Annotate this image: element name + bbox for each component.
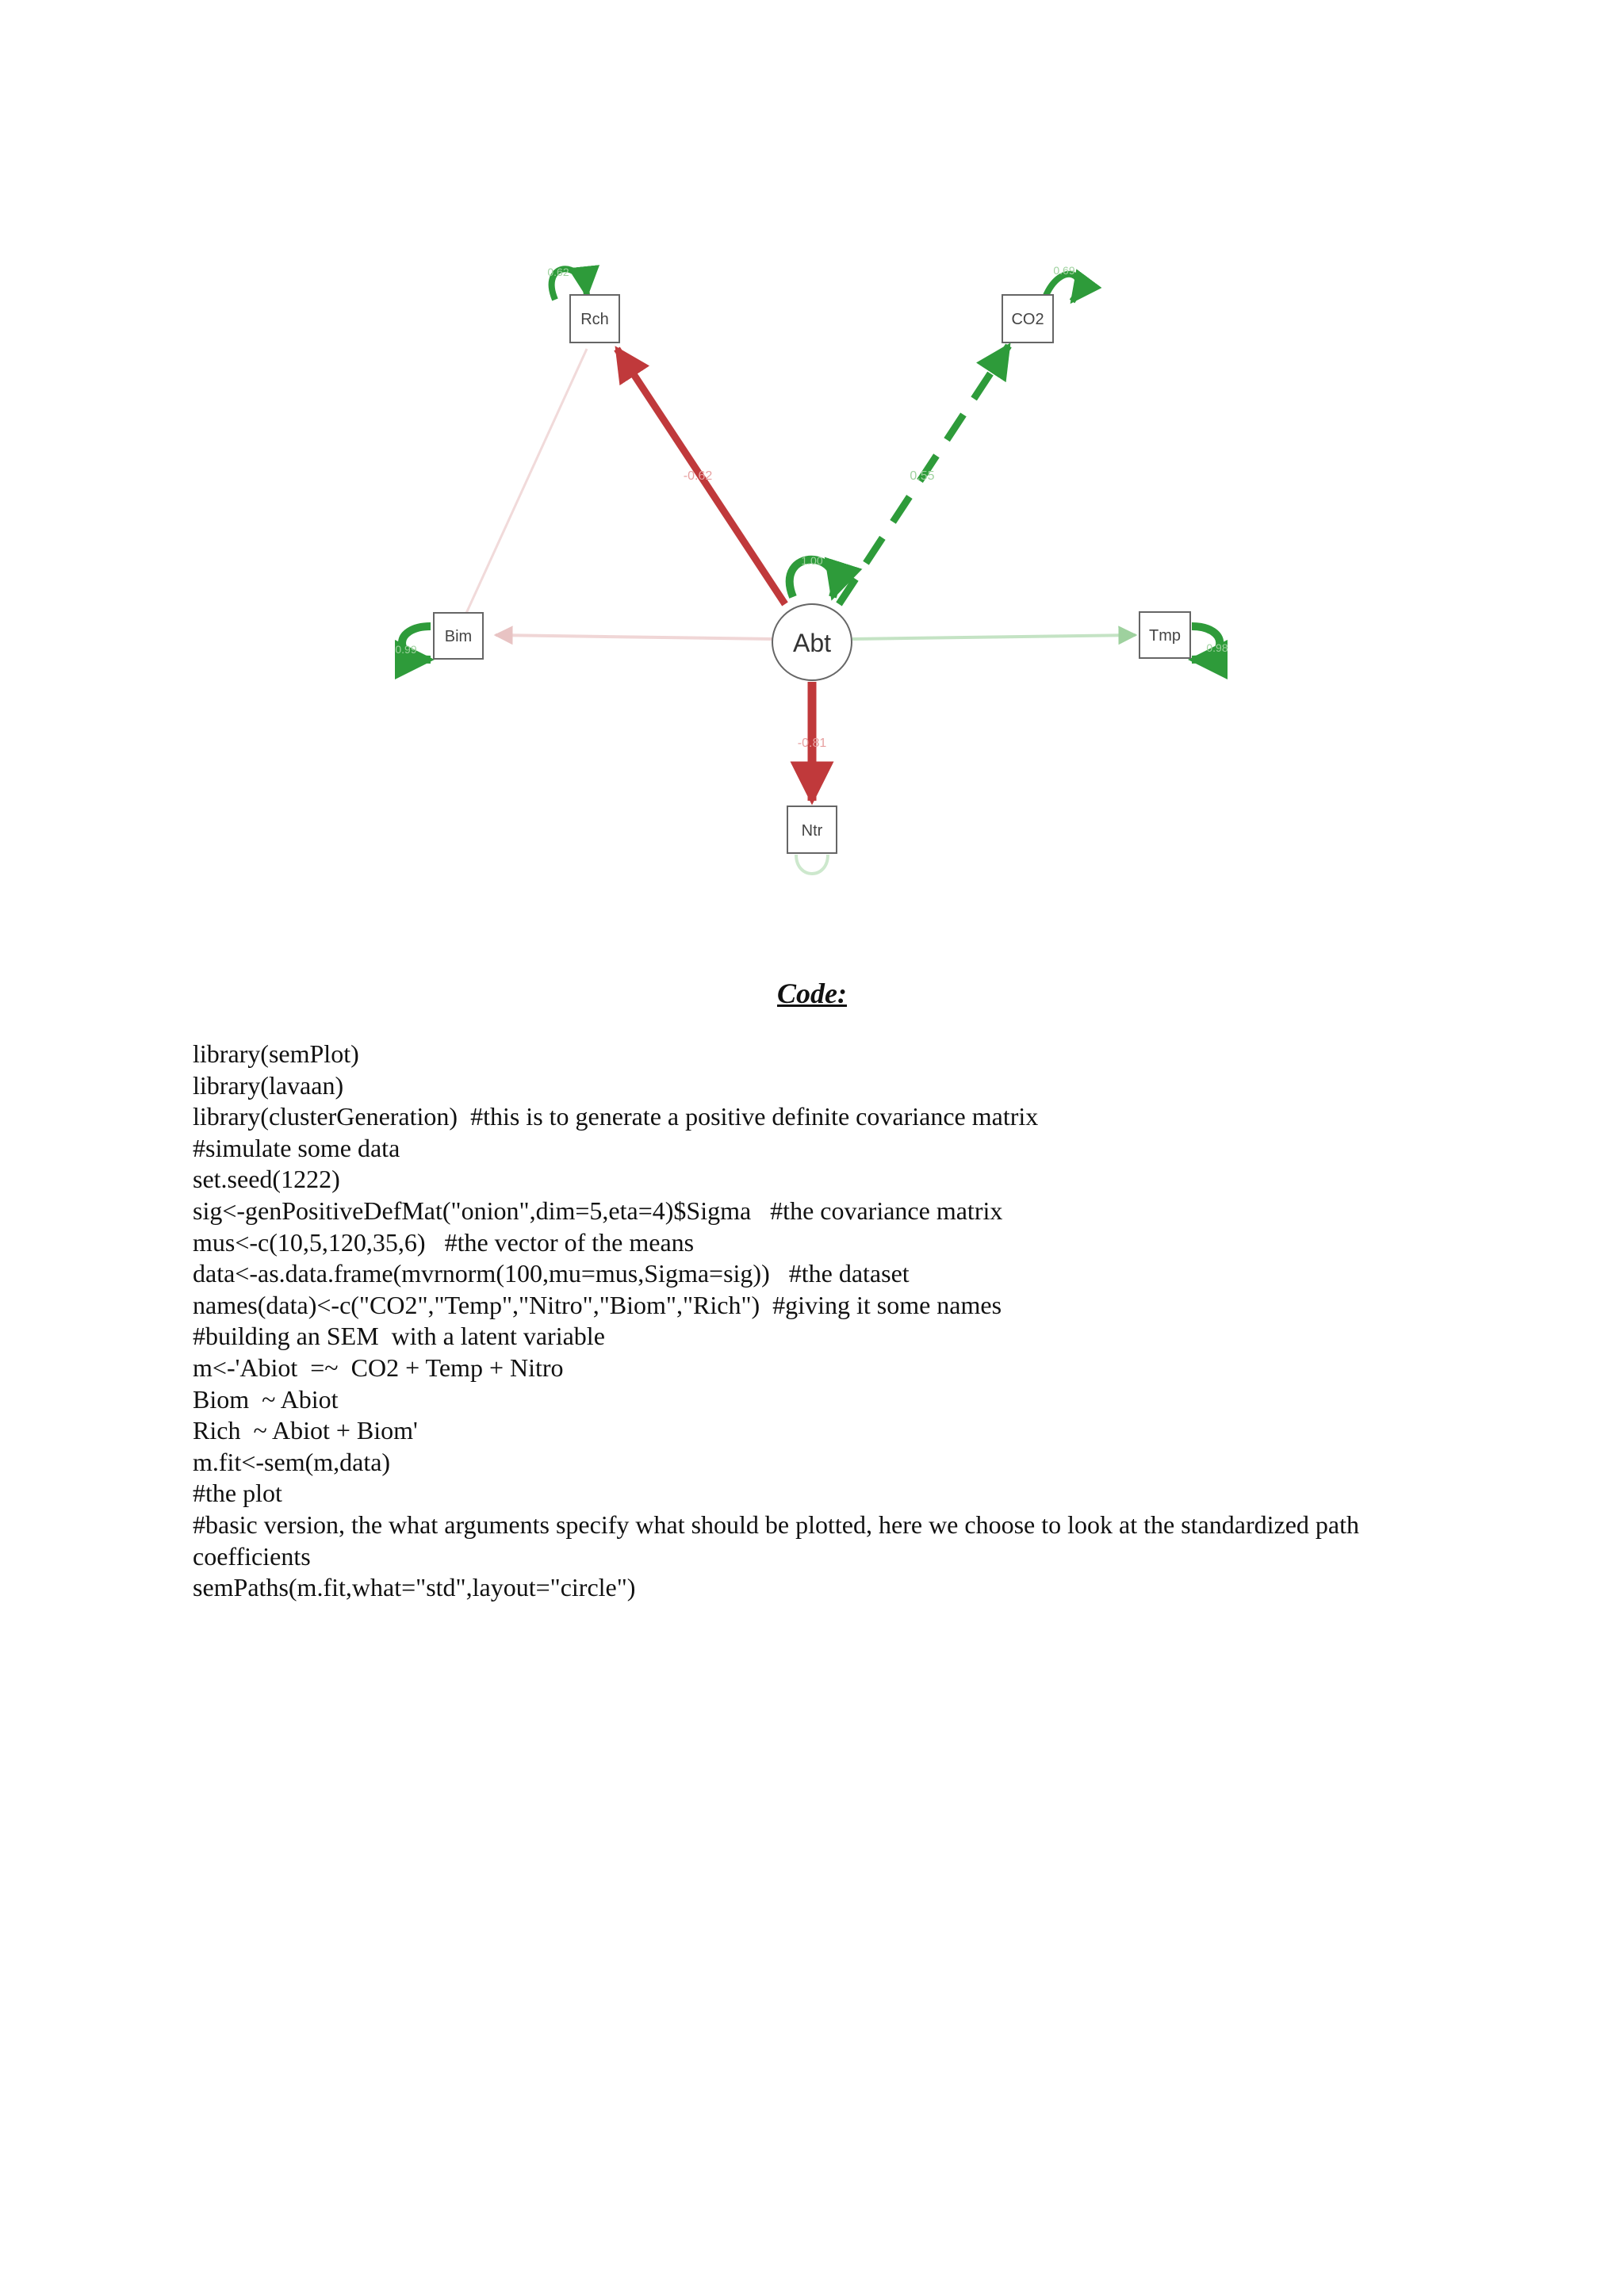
variance-loop-ntr [796, 855, 828, 874]
edge-label-abt-ntr: -0.81 [797, 737, 827, 750]
code-block [193, 1039, 1414, 1604]
code-line: #the plot [193, 1479, 282, 1508]
latent-node-abt [772, 604, 852, 680]
code-line: library(clusterGeneration) #this is to generate a positive definite covariance matrix [193, 1102, 1039, 1131]
code-line: library(semPlot) [193, 1039, 359, 1068]
edge-bim-rch [464, 349, 587, 618]
code-line: m<-'Abiot =~ CO2 + Temp + Nitro [193, 1353, 564, 1382]
code-line: Biom ~ Abiot [193, 1384, 339, 1414]
node-rch-label: Rch [580, 311, 609, 328]
sem-path-diagram [0, 0, 1624, 936]
node-co2 [1002, 295, 1053, 342]
node-ntr-label: Ntr [801, 822, 823, 840]
variance-label-tmp: 0.98 [1206, 641, 1228, 654]
variance-label-abt: 1.00 [801, 554, 823, 567]
edge-label-abt-rch: -0.62 [683, 469, 713, 483]
variance-label-co2: 0.69 [1053, 264, 1075, 277]
code-line: data<-as.data.frame(mvrnorm(100,mu=mus,Sigma=sig)) #the dataset [193, 1259, 910, 1288]
node-bim-label: Bim [444, 628, 473, 645]
node-tmp-label: Tmp [1149, 627, 1181, 645]
edge-label-abt-co2: 0.55 [910, 469, 935, 483]
code-line: Rich ~ Abiot + Biom' [193, 1416, 418, 1445]
code-line: names(data)<-c("CO2","Temp","Nitro","Biom","Rich") #giving it some names [193, 1290, 1002, 1319]
node-bim [434, 613, 483, 659]
node-co2-label: CO2 [1011, 311, 1044, 328]
variance-label-rch: 0.62 [547, 266, 569, 278]
variance-label-bim: 0.99 [395, 643, 417, 656]
code-line: #basic version, the what arguments specify what should be plotted, here we choose to look at the standardized path coefficients [193, 1510, 1365, 1571]
code-line: library(lavaan) [193, 1070, 344, 1100]
code-line: #simulate some data [193, 1133, 400, 1162]
code-line: m.fit<-sem(m,data) [193, 1447, 391, 1476]
node-rch [570, 295, 619, 342]
code-line: sig<-genPositiveDefMat("onion",dim=5,eta=4)$Sigma #the covariance matrix [193, 1196, 1003, 1225]
code-line: #building an SEM with a latent variable [193, 1322, 605, 1351]
code-line: mus<-c(10,5,120,35,6) #the vector of the means [193, 1227, 695, 1257]
code-line: semPaths(m.fit,what="std",layout="circle") [193, 1573, 636, 1602]
edge-abt-bim [496, 635, 773, 639]
node-tmp [1139, 612, 1190, 658]
code-line: set.seed(1222) [193, 1165, 340, 1194]
node-ntr [787, 806, 837, 853]
code-heading: Code: [777, 978, 847, 1009]
latent-node-abt-label: Abt [792, 629, 832, 657]
edge-abt-tmp [852, 635, 1136, 639]
